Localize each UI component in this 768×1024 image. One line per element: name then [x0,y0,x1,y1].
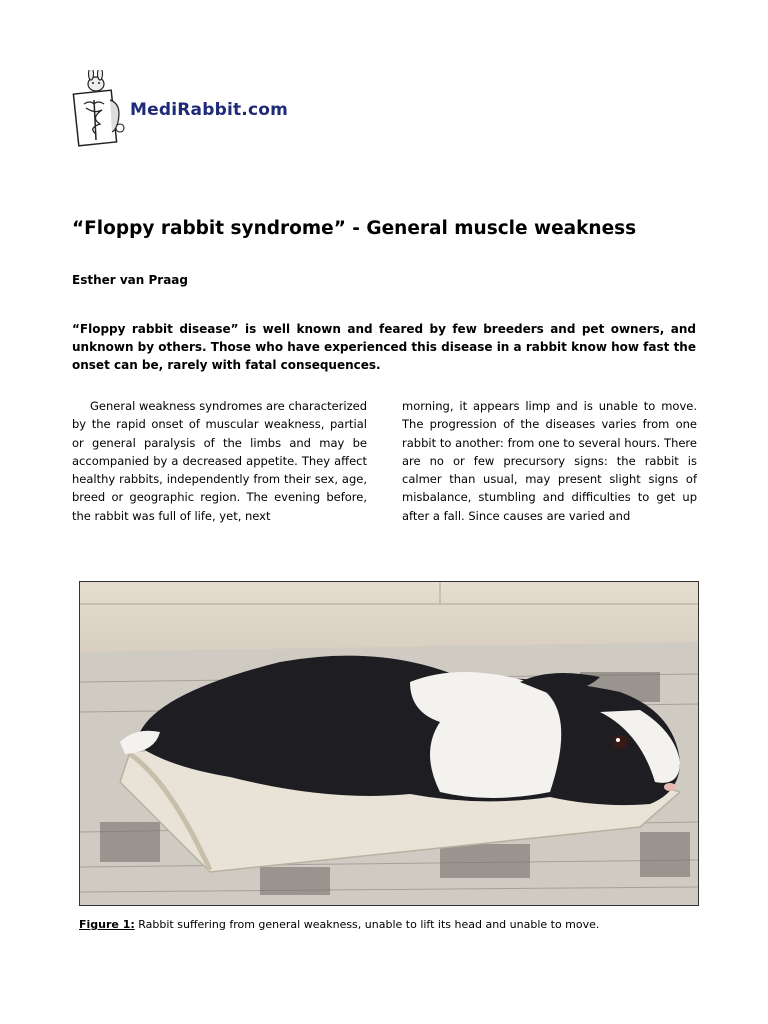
rabbit-caduceus-logo-icon [72,70,128,150]
body-column-left: General weakness syndromes are characterized by the rapid onset of muscular weakness, partial or general paralysis of the limbs and may be accompanied by a decreased appetite. They affect healthy rabbits, independently from their sex, age, breed or geographic region. The evening before, the rabbit was full of life, yet, next [72,399,367,523]
body-column-right: morning, it appears limp and is unable to move. The progression of the diseases varies from one rabbit to another: from one to several hours. There are no or few precursory signs: the rabbit is calmer than usual, may present slight signs of misbalance, stumbling and difficulties to get up after a fall. Since causes are varied and [402,399,697,523]
figure-label: Figure 1: [79,918,135,931]
site-logo[interactable] [72,70,312,150]
rabbit-photo-illustration [80,582,698,905]
figure-photo [79,581,699,906]
article-author: Esther van Praag [72,273,188,287]
figure-caption-text: Rabbit suffering from general weakness, unable to lift its head and unable to move. [138,918,600,931]
article-abstract: “Floppy rabbit disease” is well known and feared by few breeders and pet owners, and unknown by others. Those who have experienced this disease in a rabbit know how fast the onset can be, rarely with fatal consequences. [72,322,696,372]
logo-text: MediRabbit.com [130,100,289,120]
figure-caption [79,918,699,931]
article-title: “Floppy rabbit syndrome” - General muscle weakness [72,218,637,239]
